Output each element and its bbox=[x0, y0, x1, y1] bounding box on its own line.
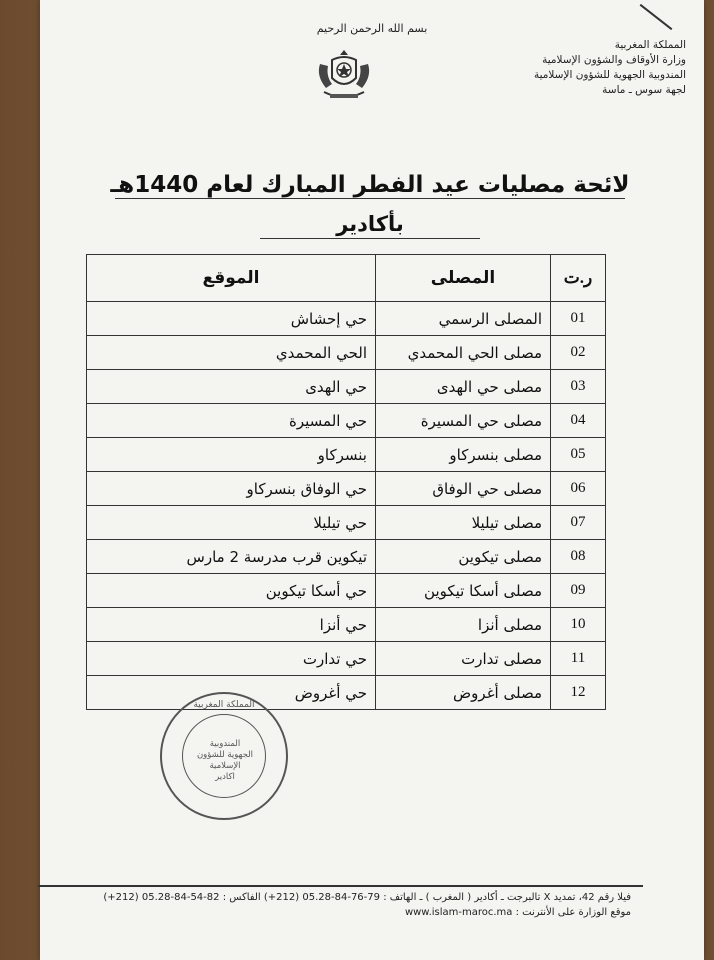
ministry-header bbox=[476, 38, 686, 98]
row-prayer-ground: المصلى الرسمي bbox=[376, 302, 551, 336]
row-number: 07 bbox=[551, 506, 606, 540]
table-row bbox=[87, 404, 606, 438]
table-header-row bbox=[87, 255, 606, 302]
header-prayer-ground: المصلى bbox=[376, 255, 551, 302]
row-number: 01 bbox=[551, 302, 606, 336]
row-prayer-ground: مصلى حي الهدى bbox=[376, 370, 551, 404]
row-location: حي إحشاش bbox=[87, 302, 376, 336]
row-number: 02 bbox=[551, 336, 606, 370]
table-row bbox=[87, 438, 606, 472]
stamp-line: اكادير bbox=[215, 772, 235, 782]
row-location: حي الهدى bbox=[87, 370, 376, 404]
row-number: 11 bbox=[551, 642, 606, 676]
footer-website-label: موقع الوزارة على الأنترنت : bbox=[515, 907, 631, 918]
footer-divider bbox=[38, 885, 643, 887]
table-row bbox=[87, 506, 606, 540]
row-prayer-ground: مصلى بنسركاو bbox=[376, 438, 551, 472]
header-location: الموقع bbox=[87, 255, 376, 302]
header-line-kingdom: المملكة المغربية bbox=[614, 39, 686, 51]
row-number: 03 bbox=[551, 370, 606, 404]
header-line-ministry: وزارة الأوقاف والشؤون الإسلامية bbox=[542, 54, 686, 66]
header-line-delegation: المندوبية الجهوية للشؤون الإسلامية bbox=[533, 69, 686, 81]
row-prayer-ground: مصلى حي المسيرة bbox=[376, 404, 551, 438]
subtitle-underline bbox=[260, 238, 480, 239]
footer-website-link[interactable]: www.islam-maroc.ma bbox=[404, 907, 513, 918]
row-prayer-ground: مصلى تدارت bbox=[376, 642, 551, 676]
stamp-inner-circle bbox=[182, 714, 266, 798]
footer-website-row bbox=[56, 905, 631, 920]
row-location: بنسركاو bbox=[87, 438, 376, 472]
row-number: 12 bbox=[551, 676, 606, 710]
row-location: حي أسكا تيكوين bbox=[87, 574, 376, 608]
row-number: 08 bbox=[551, 540, 606, 574]
table-row bbox=[87, 370, 606, 404]
basmala: بسم الله الرحمن الرحيم bbox=[316, 22, 428, 35]
stamp-center-text bbox=[191, 739, 259, 783]
header-number: ر.ت bbox=[551, 255, 606, 302]
stamp-line: الجهوية للشؤون bbox=[196, 750, 254, 760]
row-location: حي تيليلا bbox=[87, 506, 376, 540]
row-number: 10 bbox=[551, 608, 606, 642]
row-prayer-ground: مصلى أنزا bbox=[376, 608, 551, 642]
row-location: حي تدارت bbox=[87, 642, 376, 676]
stamp-ring-text: المملكة المغربية bbox=[193, 700, 255, 710]
row-prayer-ground: مصلى أغروض bbox=[376, 676, 551, 710]
table-row bbox=[87, 574, 606, 608]
moroccan-coat-of-arms-icon bbox=[312, 46, 376, 104]
row-number: 04 bbox=[551, 404, 606, 438]
table-row bbox=[87, 642, 606, 676]
row-number: 06 bbox=[551, 472, 606, 506]
table-row bbox=[87, 608, 606, 642]
row-prayer-ground: مصلى حي الوفاق bbox=[376, 472, 551, 506]
row-location: حي الوفاق بنسركاو bbox=[87, 472, 376, 506]
official-stamp bbox=[160, 692, 288, 820]
row-prayer-ground: مصلى الحي المحمدي bbox=[376, 336, 551, 370]
row-location: حي أغروض bbox=[87, 676, 376, 710]
footer-address: فيلا رقم 42، تمديد X تالبرجت ـ أكادير ( المغرب ) ـ الهاتف : 79-76-84-05.28 (212+) الفاكس : 82-54-84-05.28 (212+) bbox=[103, 892, 631, 903]
table-row bbox=[87, 472, 606, 506]
row-location: تيكوين قرب مدرسة 2 مارس bbox=[87, 540, 376, 574]
row-prayer-ground: مصلى أسكا تيكوين bbox=[376, 574, 551, 608]
header-line-region: لجهة سوس ـ ماسة bbox=[602, 84, 686, 96]
table-row bbox=[87, 336, 606, 370]
document-title: لائحة مصليات عيد الفطر المبارك لعام 1440هـ bbox=[110, 172, 630, 198]
prayer-grounds-table bbox=[86, 254, 606, 710]
table-row bbox=[87, 540, 606, 574]
title-underline bbox=[115, 198, 625, 199]
stamp-line: المندوبية bbox=[209, 739, 241, 749]
row-location: الحي المحمدي bbox=[87, 336, 376, 370]
row-location: حي المسيرة bbox=[87, 404, 376, 438]
stamp-line: الإسلامية bbox=[209, 761, 241, 771]
row-prayer-ground: مصلى تيكوين bbox=[376, 540, 551, 574]
row-number: 09 bbox=[551, 574, 606, 608]
row-prayer-ground: مصلى تيليلا bbox=[376, 506, 551, 540]
row-location: حي أنزا bbox=[87, 608, 376, 642]
footer bbox=[56, 890, 631, 920]
row-number: 05 bbox=[551, 438, 606, 472]
document-subtitle: بأكادير bbox=[336, 212, 404, 236]
table-row bbox=[87, 302, 606, 336]
